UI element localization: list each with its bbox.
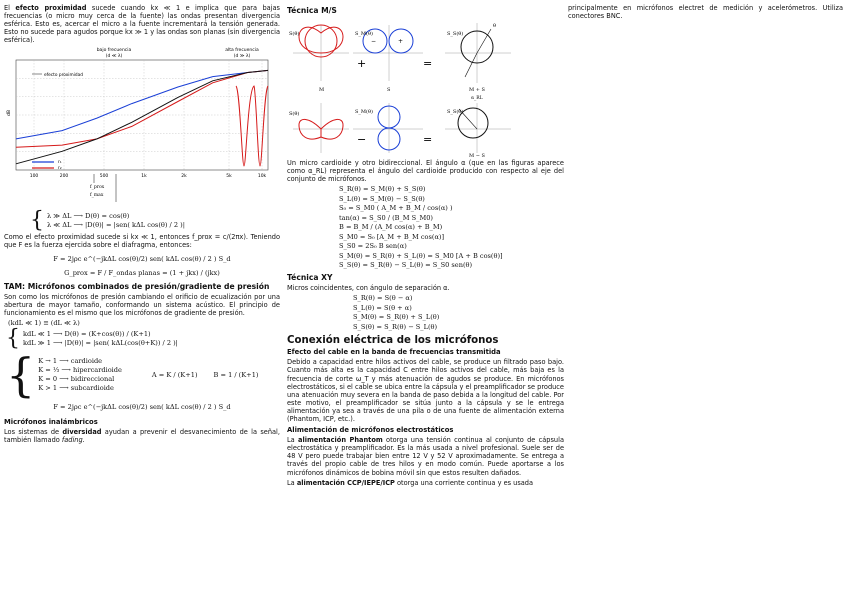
proximity-chart	[4, 46, 280, 206]
svg-text:+: +	[398, 38, 404, 46]
case-line: K = ⅓ ⟶ hipercardioide	[38, 366, 122, 375]
ss-theta-label: S_S(θ)	[447, 31, 464, 38]
theta-label: θ	[493, 23, 497, 30]
equals-sign: =	[423, 57, 433, 71]
chart-ylabel: dB	[7, 110, 12, 117]
x-tick-label: 2k	[181, 174, 187, 180]
ms-eq: tan(α) = S_S0 / (B_M S_M0)	[339, 213, 433, 222]
minus-sign: −	[357, 133, 367, 147]
phantom-paragraph: La alimentación Phantom otorga una tensión continua al conjunto de cápsula electrostática y preamplificador. Es la más usada a nivel profesional. Suele ser de 48 V pero puede trabajar bien entre 12 V y 52 V aproximadamente. Se entrega a través del propio cable de tres hilos y en modo común. Puede aportarse a los micrófonos dinámicos de bobina móvil sin que estos resulten dañados.	[287, 436, 564, 477]
legend-r1: r₁	[58, 160, 62, 166]
case-line: λ ≫ ΔL ⟶ D(θ) = cos(θ)	[47, 211, 130, 220]
ccp-paragraph: La alimentación CCP/IEPE/ICP otorga una corriente continua y es usada	[287, 478, 534, 487]
tam-heading: TAM: Micrófonos combinados de presión/gradiente de presión	[4, 281, 270, 291]
m-plus-s-label: M + S	[469, 87, 485, 94]
proximity-cases: { λ ≫ ΔL ⟶ D(θ) = cos(θ) λ ≪ ΔL ⟶ |D(θ)| = |sen( kΔL cos(θ) / 2 )|	[30, 207, 185, 233]
case-line: kdL ≫ 1 ⟶ |D(θ)| = |sen( kΔL(cos(θ+K)) / 2 )|	[23, 339, 178, 348]
k-cases: { K → 1 ⟶ cardioide K = ⅓ ⟶ hipercardioide K = 0 ⟶ bidireccional K > 1 ⟶ subcardioide	[6, 348, 122, 403]
xy-equations	[353, 294, 564, 332]
alpha-label: α_RL	[471, 96, 483, 102]
s-label: S	[387, 87, 391, 94]
eq-force: F = 2jρc e^(−jkΔL cos(θ)/2) sen( kΔL cos(θ) / 2 ) S_d	[53, 254, 231, 263]
s-theta-label: S(θ)	[289, 31, 300, 38]
ms-eq: S_M0 = S₀ [A_M + B_M cos(α)]	[339, 232, 445, 241]
ms-paragraph: Un micro cardioide y otro bidireccional. El ángulo α (que en las figuras aparece como α_RL) representa el ángulo del cardioide producido con respecto al eje del conjunto de micrófonos.	[287, 159, 564, 184]
polar-cardioid-2	[293, 103, 349, 153]
eq-gain: G_prox = F / F_ondas planas = (1 + jkx) / (jkx)	[64, 268, 220, 277]
wireless-paragraph: Los sistemas de diversidad ayudan a prevenir el desvanecimiento de la señal, también llamado fading.	[4, 427, 280, 444]
polar-cardioid-1	[293, 25, 349, 81]
eq-a: A = K / (K+1)	[151, 371, 198, 380]
x-tick-label: 5k	[226, 174, 232, 180]
case-line: K → 1 ⟶ cardioide	[38, 357, 103, 366]
chart-x-ticks	[30, 173, 267, 179]
ms-eq: B = B_M / (A_M cos(α) + B_M)	[339, 223, 443, 232]
xy-heading: Técnica XY	[287, 272, 333, 282]
case-line: λ ≪ ΔL ⟶ |D(θ)| = |sen( kΔL cos(θ) / 2 )|	[47, 220, 185, 229]
proximity-line: Como el efecto proximidad sucede si kx ≪ 1, entonces f_prox = c/(2πx). Teniendo que F es la fuerza ejercida sobre el diafragma, entonces:	[4, 232, 280, 249]
xy-paragraph: Micros coincidentes, con ángulo de separación α.	[287, 284, 450, 293]
wireless-heading: Micrófonos inalámbricos	[4, 417, 98, 426]
chart-label-low2: (d ≪ λ)	[105, 54, 123, 60]
case-line: K = 0 ⟶ bidireccional	[38, 375, 115, 384]
ms-eq: S_R(θ) = S_M(θ) + S_S(θ)	[339, 185, 426, 194]
ss-theta-label-2: S_S(θ)	[447, 109, 464, 116]
case-line: K > 1 ⟶ subcardioide	[38, 384, 114, 393]
chart-label-high2: (d ≫ λ)	[233, 54, 251, 60]
xy-eq: S_S(θ) = S_R(θ) − S_L(θ)	[353, 322, 438, 331]
legend-r2: r₂	[58, 166, 62, 172]
ms-eq: S_M(θ) = S_R(θ) + S_L(θ) = S_M0 [A + B cos(θ)]	[339, 251, 503, 260]
chart-fmax: f_max	[90, 193, 104, 199]
xy-eq: S_R(θ) = S(θ − α)	[353, 294, 413, 303]
x-tick-label: 100	[29, 174, 39, 180]
sm-theta-label-2: S_M(θ)	[355, 109, 373, 116]
chart-label-low: bajo frecuencia	[96, 48, 132, 54]
ccp-continuation: principalmente en micrófonos electret de medición y acelerómetros. Utiliza conectores BNC.	[568, 4, 843, 21]
k-cases-row	[4, 348, 280, 403]
eq-b: B = 1 / (K+1)	[213, 371, 259, 380]
chart-fprox: f_prox	[90, 185, 105, 191]
ms-figure	[287, 17, 564, 157]
svg-text:−: −	[371, 38, 377, 46]
equals-sign-2: =	[423, 133, 433, 147]
column-left	[4, 4, 280, 446]
proximity-paragraph: El efecto proximidad sucede cuando kx ≪ 1 e implica que para bajas frecuencias (o micro muy cerca de la fuente) las ondas presentan divergencia esférica. Esto es, acercar el micro a la fuente incrementará la tensión generada. Esto no sucede para agudos porque kx ≫ 1 y las ondas son planas (sin divergencia esférica).	[4, 4, 280, 45]
cable-paragraph: Debido a capacidad entre hilos activos del cable, se produce un filtrado paso bajo. Cuanto más alta es la capacidad C entre hilos activos del cable, más baja es la frecuencia de corte ω_T y más atenuación de agudos se produce. En micrófonos electrostáticos, si el cable se ubica entre la cápsula y el preamplificador se produce una atenuación muy severa en la banda de paso debida a la longitud del cable. Por este motivo, el preamplificador se sitúa junto a la cápsula y se le entrega alimentación ya sea a través de una pila o de una fuente de alimentación externa (Phantom, ICP, etc.).	[287, 358, 564, 423]
cable-heading: Efecto del cable en la banda de frecuencias transmitida	[287, 348, 501, 357]
xy-eq: S_M(θ) = S_R(θ) + S_L(θ)	[353, 313, 440, 322]
kdl-cases: { kdL ≪ 1 ⟶ D(θ) = (K+cos(θ)) / (K+1) kdL ≫ 1 ⟶ |D(θ)| = |sen( kΔL(cos(θ+K)) / 2 )|	[6, 326, 178, 352]
chart-label-high: alta frecuencia	[225, 48, 259, 54]
xy-eq: S_L(θ) = S(θ + α)	[353, 303, 412, 312]
ms-eq: S_S(θ) = S_R(θ) − S_L(θ) = S_S0 sen(θ)	[339, 261, 473, 270]
s-theta-label-2: S(θ)	[289, 111, 300, 118]
sm-theta-label: S_M(θ)	[355, 31, 373, 38]
x-tick-label: 1k	[141, 174, 147, 180]
ms-eq: S_L(θ) = S_M(θ) − S_S(θ)	[339, 194, 425, 203]
ms-eq: S₀ = S_M0 ( A_M + B_M / cos(α) )	[339, 204, 453, 213]
power-heading: Alimentación de micrófonos electrostáticos	[287, 426, 454, 435]
connection-heading: Conexión eléctrica de los micrófonos	[287, 335, 499, 347]
column-right	[568, 4, 843, 22]
m-minus-s-label: M − S	[469, 153, 485, 158]
eq-kdl: (kdL ≪ 1) ≡ (dL ≪ λ)	[8, 319, 80, 328]
ms-heading: Técnica M/S	[287, 6, 337, 15]
m-label: M	[319, 87, 325, 94]
chart-note: efecto proximidad	[44, 73, 83, 79]
plus-sign: +	[357, 57, 367, 71]
x-tick-label: 200	[59, 174, 69, 180]
ms-equations	[339, 185, 564, 271]
ms-eq: S_S0 = 2S₀ B sen(α)	[339, 242, 407, 251]
x-tick-label: 10k	[257, 174, 267, 180]
tam-paragraph: Son como los micrófonos de presión cambiando el orificio de ecualización por una abertura de mayor tamaño, conformando un sistema acústico. El principio de funcionamiento es el mismo que los micrófonos de gradiente de presión.	[4, 293, 280, 318]
column-middle	[287, 4, 564, 489]
x-tick-label: 500	[99, 174, 109, 180]
eq-force-2: F = 2jρc e^(−jkΔL cos(θ)/2) sen( kΔL cos(θ) / 2 ) S_d	[53, 403, 231, 412]
case-line: kdL ≪ 1 ⟶ D(θ) = (K+cos(θ)) / (K+1)	[23, 330, 151, 339]
